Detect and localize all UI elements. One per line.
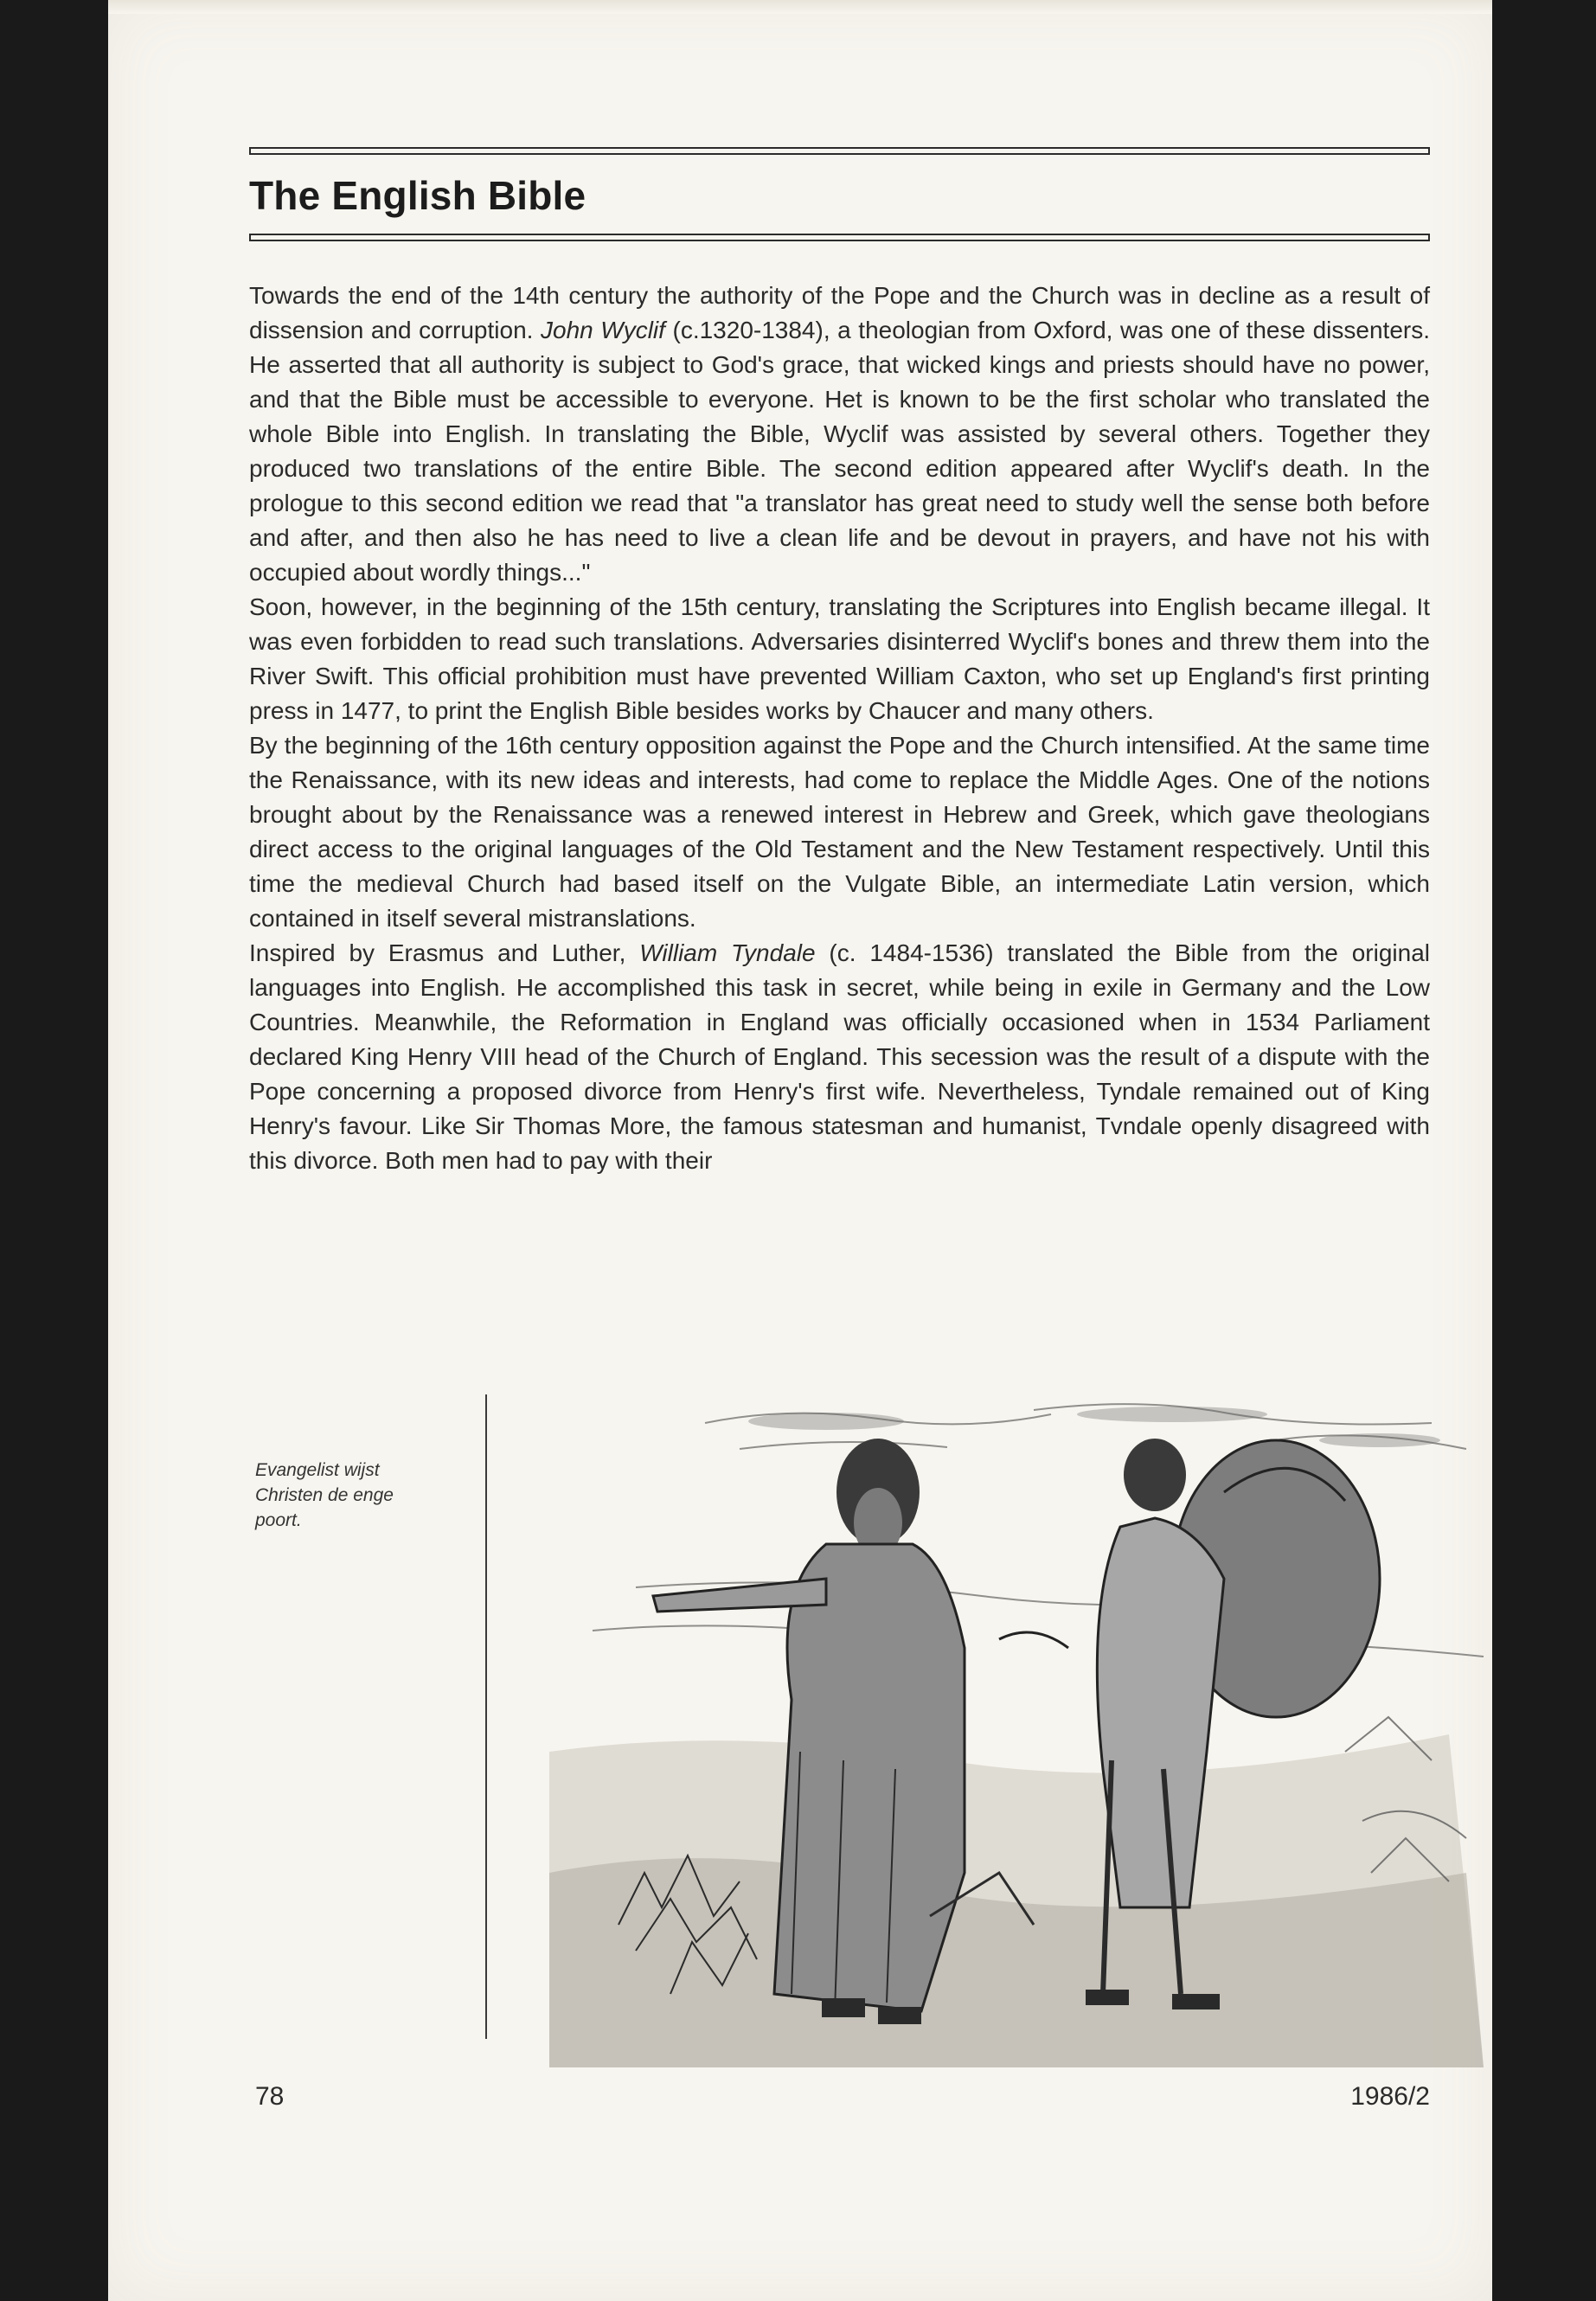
article-paragraph xyxy=(249,590,1430,728)
paragraph-text: (c.1320-1384), a theologian from Oxford, was one of these dissenters. He asserted that all authority is subject to God's grace, that wicked kings and priests should have no power, and that the Bible must be accessible to everyone. Het is known to be the first scholar who translated the whole Bible into English. In translating the Bible, Wyclif was assisted by several others. Together they produced two translations of the entire Bible. The second edition appeared after Wyclif's death. In the prologue to this second edition we read that "a translator has great need to study well the sense both before and after, and then also he has need to live a clean life and be devout in prayers, and have not his with occupied about wordly things..." xyxy=(249,317,1430,586)
person-name: John Wyclif xyxy=(541,317,665,343)
engraving-illustration xyxy=(515,1388,1492,2067)
figure-caption xyxy=(255,1458,428,1533)
title-rule-top xyxy=(249,147,1430,155)
paragraph-text: Soon, however, in the beginning of the 15th century, translating the Scriptures into English became illegal. It was even forbidden to read such translations. Adversaries disinterred Wyclif's bones and threw them into the River Swift. This official prohibition must have prevented William Caxton, who set up England's first printing press in 1477, to print the English Bible besides works by Chaucer and many others. xyxy=(249,593,1430,724)
caption-line: Evangelist wijst xyxy=(255,1460,380,1480)
engraving-illustration-icon xyxy=(515,1388,1492,2067)
title-rule-bottom xyxy=(249,234,1430,241)
article-paragraph xyxy=(249,728,1430,936)
person-name: William Tyndale xyxy=(639,939,816,966)
paragraph-text: By the beginning of the 16th century opposition against the Pope and the Church intensified. At the same time the Renaissance, with its new ideas and interests, had come to replace the Middle Ages. One of the notions brought about by the Renaissance was a renewed interest in Hebrew and Greek, which gave theologians direct access to the original languages of the Old Testament and the New Testament respectively. Until this time the medieval Church had based itself on the Vulgate Bible, an intermediate Latin version, which contained in itself several mistranslations. xyxy=(249,732,1430,932)
paragraph-text: Inspired by Erasmus and Luther, xyxy=(249,939,640,966)
issue-number: 1986/2 xyxy=(1350,2082,1430,2111)
caption-line: poort. xyxy=(255,1510,302,1530)
paragraph-text: Towards the end of the 14th century the authority of the Pope and the Church was in decline as a result of dissension and corruption. xyxy=(249,282,1430,343)
paragraph-text: (c. 1484-1536) translated the Bible from the original languages into English. He accomplished this task in secret, while being in exile in Germany and the Low Countries. Meanwhile, the Reformation in England was officially occasioned when in 1534 Parliament declared King Henry VIII head of the Church of England. This secession was the result of a dispute with the Pope concerning a proposed divorce from Henry's first wife. Nevertheless, Tyndale remained out of King Henry's favour. Like Sir Thomas More, the famous statesman and humanist, Tvndale openly disagreed with this divorce. Both men had to pay with their xyxy=(249,939,1430,1174)
article-paragraph xyxy=(249,279,1430,590)
page-edge xyxy=(108,0,1492,14)
document-page xyxy=(108,0,1492,2301)
caption-line: Christen de enge xyxy=(255,1485,394,1505)
article-title: The English Bible xyxy=(249,173,586,218)
caption-divider xyxy=(485,1394,487,2039)
article-paragraph xyxy=(249,936,1430,1178)
page-number: 78 xyxy=(255,2082,285,2111)
article-body xyxy=(249,279,1430,1178)
